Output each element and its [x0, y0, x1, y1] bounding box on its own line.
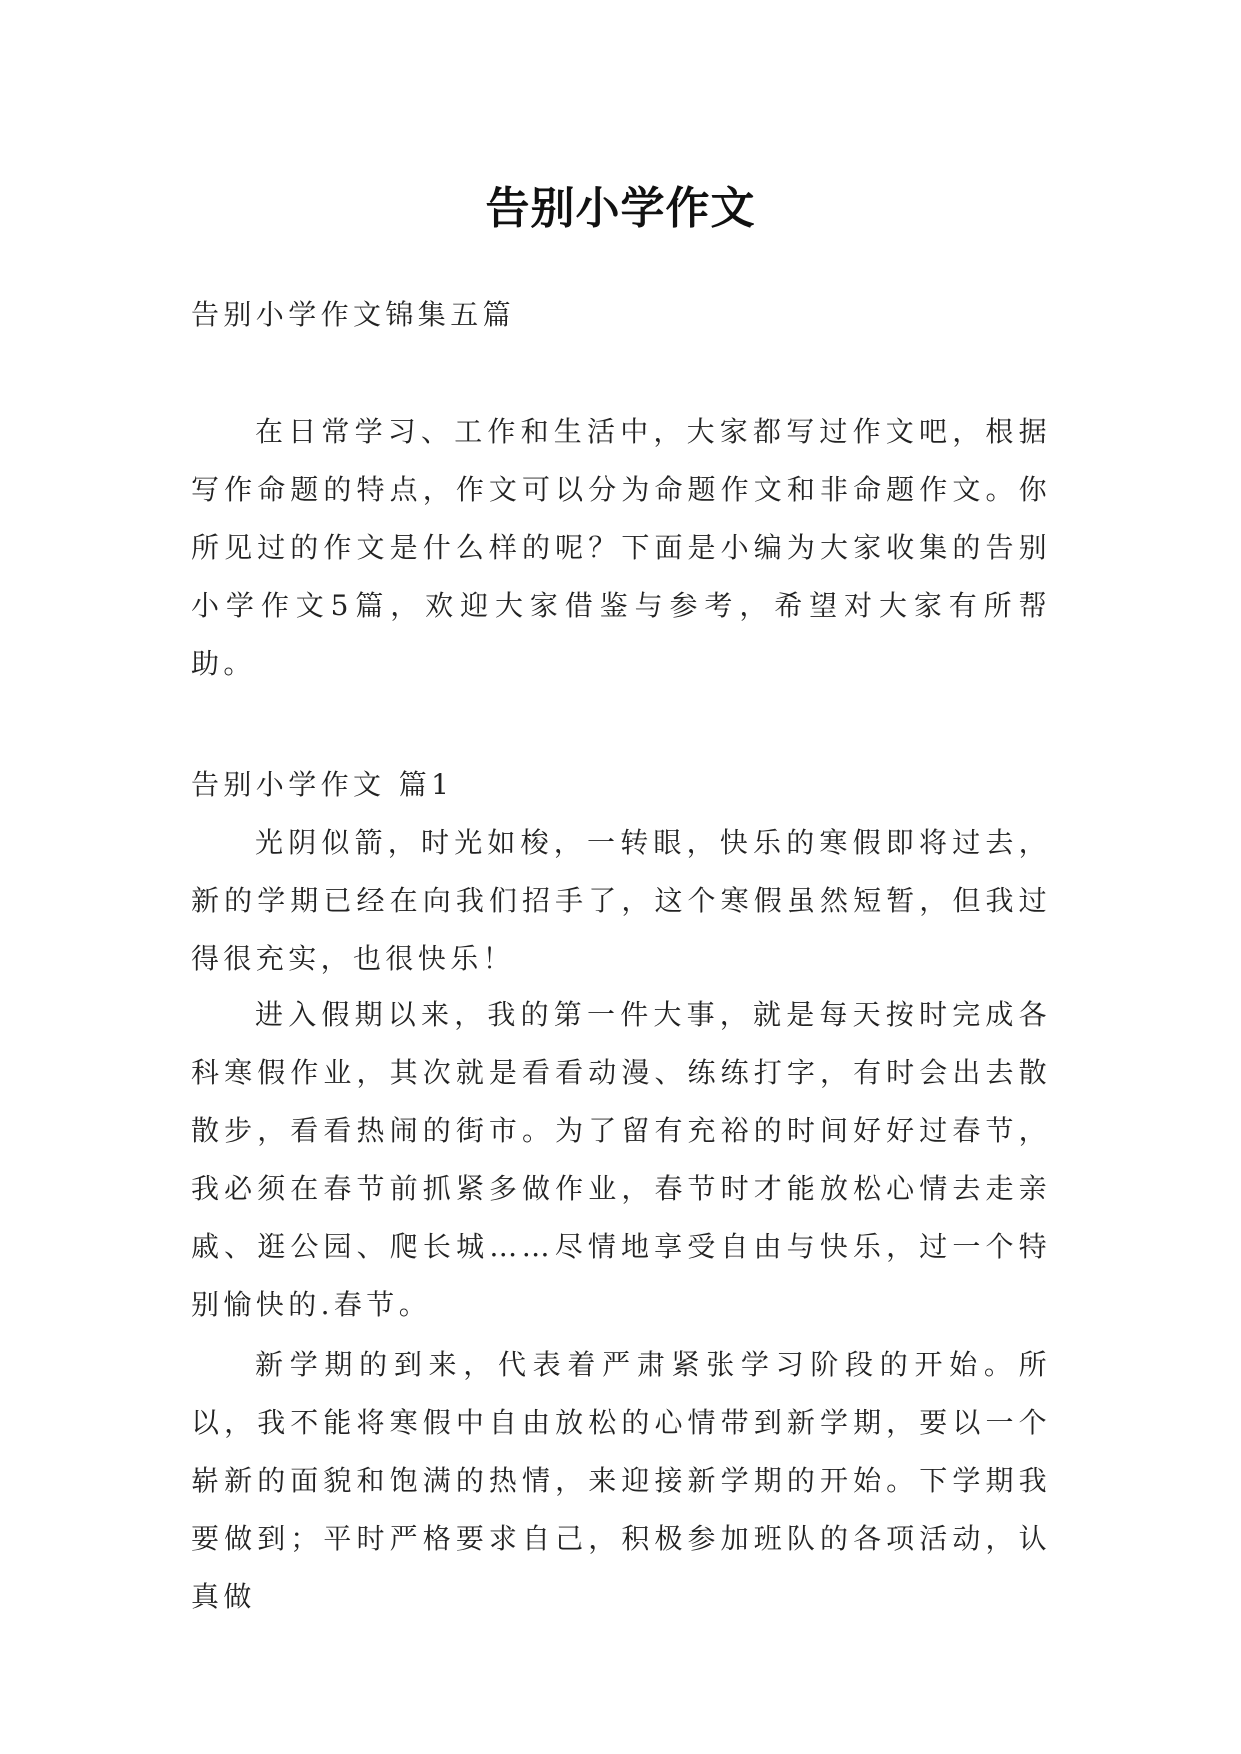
- section-heading: 告别小学作文 篇1: [191, 768, 454, 801]
- page-title: 告别小学作文: [485, 183, 756, 235]
- body-paragraph-3: 新学期的到来，代表着严肃紧张学习阶段的开始。所以，我不能将寒假中自由放松的心情带到新学期，要以一个崭新的面貌和饱满的热情，来迎接新学期的开始。下学期我要做到；平时严格要求自己，积极参加班队的各项活动，认真做: [191, 1348, 1051, 1613]
- body-paragraph-1: 光阴似箭，时光如梭，一转眼，快乐的寒假即将过去，新的学期已经在向我们招手了，这个寒假虽然短暂，但我过得很充实，也很快乐！: [191, 826, 1051, 975]
- body-paragraph-2: 进入假期以来，我的第一件大事，就是每天按时完成各科寒假作业，其次就是看看动漫、练练打字，有时会出去散散步，看看热闹的街市。为了留有充裕的时间好好过春节，我必须在春节前抓紧多做作业，春节时才能放松心情去走亲戚、逛公园、爬长城……尽情地享受自由与快乐，过一个特别愉快的.春节。: [191, 998, 1051, 1321]
- document-subtitle: 告别小学作文锦集五篇: [191, 298, 516, 331]
- intro-paragraph: 在日常学习、工作和生活中，大家都写过作文吧，根据写作命题的特点，作文可以分为命题作文和非命题作文。你所见过的作文是什么样的呢？下面是小编为大家收集的告别小学作文5篇，欢迎大家借鉴与参考，希望对大家有所帮助。: [191, 415, 1051, 680]
